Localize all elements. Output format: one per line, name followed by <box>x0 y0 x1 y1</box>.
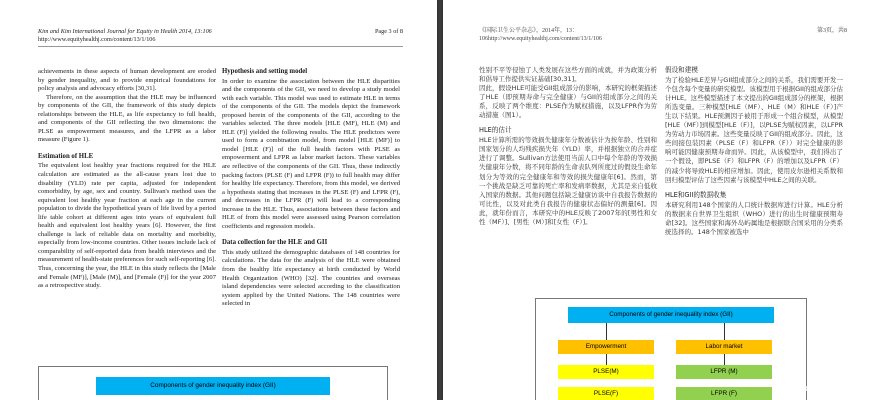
left-column-1 <box>38 68 216 291</box>
arrow-connector <box>724 354 725 365</box>
page-number: 第3页，共8 <box>816 28 847 34</box>
section-heading-estimation: HLE的估计 <box>479 126 512 135</box>
section-heading-data: HLE和GII的数据收集 <box>665 190 727 199</box>
page-number: Page 3 of 8 <box>374 28 403 35</box>
right-column-1 <box>479 66 657 227</box>
left-page-header <box>38 28 212 43</box>
labor-market-box: Labor market <box>676 340 772 354</box>
paragraph: Therefore, on the assumption that the HLE may be influenced by components of the GII, the framework of this study depicts relationships between the HLE, as life expectancy to full health, and components of the GII reflecting the two dimensions: the PLSE as empowerment measures, and the LFPR as a labor measure (Figure 1). <box>38 93 216 144</box>
right-column-2 <box>665 66 843 237</box>
paragraph: 性别不平等侵蚀了人类发展在这些方面的成就，并为政策分析和倡导工作提供实证基础[30,31]。 <box>479 66 657 84</box>
csdn-watermark: CSDN @六神论文推荐 <box>795 384 869 393</box>
section-heading-hypothesis: Hypothesis and setting model <box>222 68 308 75</box>
paragraph: 为了检验HLE差异与GII组成部分之间的关系，我们需要开发一个包含每个变量的研究模型。该模型用于根据GII的组成部分估计HLE。这些模型描述了本文提出的GII组成部分的框架，根据所选变量。三种模型[HLE（MF）、HLE（M）和HLE（F）]产生以下结果。HLE预测因子被用于形成一个组合模型，从模型[HLE（MF）]到模型[HLE（F）]，以PLSE为赋权因素，以LFPR为劳动力市场因素。这些变量反映了GII的组成部分。因此，这些间接包装因素（PLSE（F）和LFPR（F））对完全健康的影响可能因健康预期寿命而异。因此，从该模型中，我们得出了一个假设，即PLSE（F）和LFPR（F）的增加以及LFPR（F）的减少将导致HLE的相应增加。因此，使用皮尔逊相关系数和回归模型评估了这些因素与该模型中HLE之间的关联。 <box>665 76 843 184</box>
paragraph: 本研究利用148个国家的人口统计数据库进行计算。HLE分析的数据来自世界卫生组织（WHO）进行的出生时健康预期寿命[32]。这些国家和海外岛屿属地是根据联合国采用的分类系统选择的。148个国家被选中 <box>665 200 843 236</box>
plse-female-box: PLSE(F) <box>558 387 654 400</box>
paragraph: The equivalent lost healthy year fractions required for the HLE calculation are estimated as the all-cause years lost due to disability (YLD) rate per capita, adjusted for independent comorbidity, by age, sex and country. Sullivan's method uses the equivalent lost healthy year fraction at each age in the current population to divide the hypothetical years of life lived by a period life table cohort at different ages into years of equivalent full health and equivalent lost healthy years [6]. However, the first challenge is lack of reliable data on mortality and morbidity, especially from low-income countries. Other issues include lack of comparability of self-reported data from health interviews and the measurement of health-state preferences for such self-reporting [6]. Thus, concerning the year, the HLE in this study reflects the [Male and Female (MF)], [Male (M)], and [Female (F)] for the year 2007 as a retrospective study. <box>38 162 216 290</box>
gii-components-box: Components of gender inequality index (GII) <box>96 377 330 395</box>
figure-1-frame <box>38 366 388 400</box>
paragraph: This study utilized the demographic databases of 148 countries for calculations. The data for the analysis of the HLE were obtained from the healthy life expectancy at birth conducted by World Health Organization (WHO) [32]. The countries and overseas island dependencies were selected according to the classification system applied by the United Nations. The 148 countries were selected in <box>222 248 400 308</box>
figure-1-diagram <box>535 298 807 400</box>
arrow-connector <box>724 323 725 340</box>
section-heading-hypothesis: 假设和建模 <box>665 66 698 74</box>
left-document-page <box>0 0 437 400</box>
section-heading-estimation: Estimation of HLE <box>38 152 94 160</box>
right-page-header <box>479 28 602 43</box>
header-divider <box>38 46 403 47</box>
arrow-connector <box>606 354 607 365</box>
empowerment-box: Empowerment <box>558 340 654 354</box>
paragraph: achievements in these aspects of human development are eroded by gender inequality, and to provide empirical foundations for policy analysis and advocacy efforts [30,31]. <box>38 68 216 93</box>
journal-citation: Kim and Kim International Journal for Equity in Health 2014, 13:106 <box>38 28 212 35</box>
section-heading-data: Data collection for the HLE and GII <box>222 239 328 247</box>
paragraph: 因此，假设HLE可能受GII组成部分的影响，本研究的框架描述了HLE（即预期寿命与完全健康）与GII的组成部分之间的关系，反映了两个维度：PLSE作为赋权措施，以及LFPR作为劳动措施（图1）。 <box>479 84 657 120</box>
paragraph: In order to examine the association between the HLE disparities and the components of the GII, we need to develop a study model with each variable. This model was used to estimate HLE in terms of the components of the GII. The models depict the framework proposed herein of the components of the GII, according to the variables selected. The three models [HLE (MF), HLE (M) and HLE (F)] yielded the following results. The HLE predictors were used to form a combination model, from model [HLE (MF)] to model [HLE (F)] of the full health factors with PLSE as empowerment and LFPR as labor market factors. These variables are reflective of the components of the GII. Thus, these indirectly packing factors (PLSE (F) and LFPR (F)) to full health may differ for healthy life expectancy. Therefore, from this model, we derived a hypothesis stating that increases in the PLSE (F) and LFPR (F), and decreases in the LFPR (F) will lead to a corresponding increase in the HLE. Thus, associations between these factors and HLE of from this model were assessed using Pearson correlation coefficients and regression models. <box>222 77 400 230</box>
plse-male-box: PLSE(M) <box>558 365 654 379</box>
gii-components-box: Components of gender inequality index (GII) <box>568 307 774 323</box>
journal-citation: 《国际卫生公平杂志》，2014年，13： <box>479 28 579 34</box>
arrow-connector <box>606 323 607 340</box>
journal-url[interactable]: http://www.equityhealthj.com/content/13/1/106 <box>38 35 156 43</box>
right-document-page <box>443 0 877 400</box>
journal-url[interactable]: 106http://www.equityhealthj.com/content/13/1/106 <box>479 35 602 42</box>
lfpr-female-box: LFPR (F) <box>676 387 772 400</box>
lfpr-male-box: LFPR (M) <box>676 365 772 379</box>
left-column-2 <box>222 68 400 309</box>
paragraph: HLE计算所需的等效损失健康年分数被估计为按年龄、性别和国家划分的人均残疾损失年（YLD）率，并根据独立的合并症进行了调整。Sullivan方法使用当前人口中每个年龄的等效损失健康年分数，将不同年龄的生命表队列所度过的假设生命年划分为等效的完全健康年和等效的损失健康年[6]。然而，第一个挑战是缺乏可靠的死亡率和发病率数据，尤其是来自低收入国家的数据。其他问题包括缺乏健康访谈中自我报告数据的可比性，以及对此类自我报告的健康状态偏好的测量[6]。因此，就年份而言，本研究中的HLE反映了2007年的[男性和女性（MF）]、[男性（M）]和[女性（F）]。 <box>479 136 657 226</box>
